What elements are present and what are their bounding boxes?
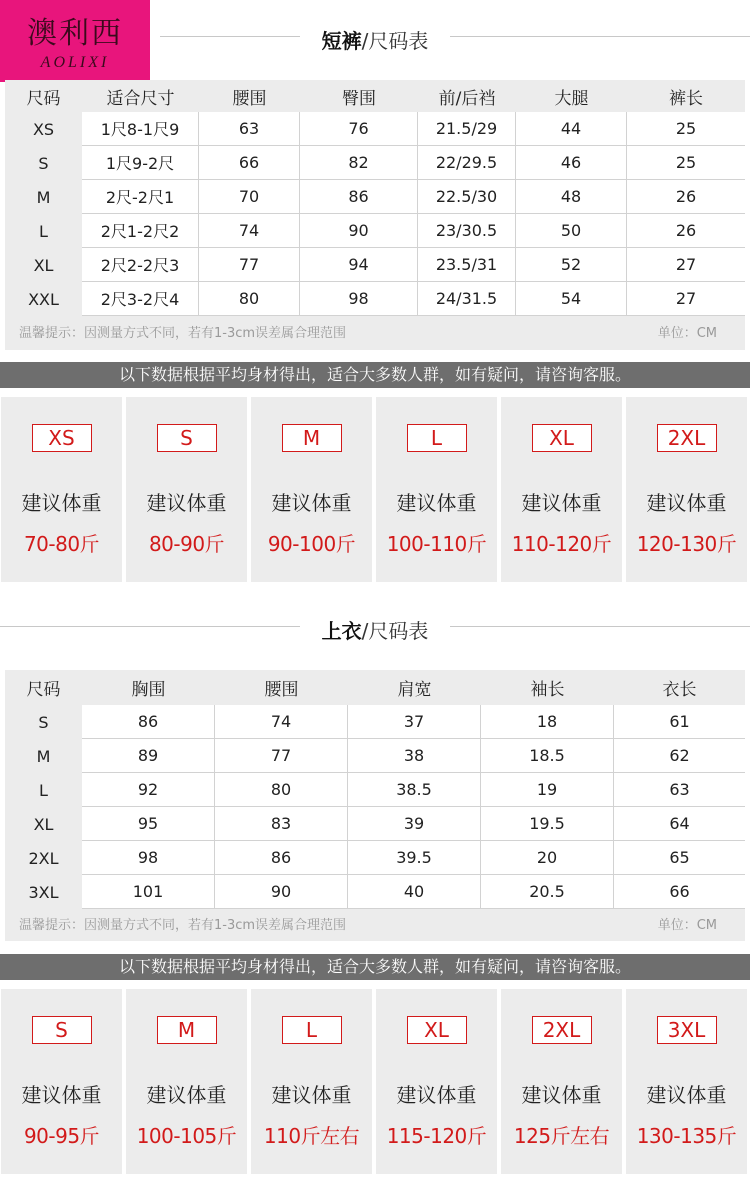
table-cell: 1尺8-1尺9 [82, 112, 199, 146]
size-cell: XL [5, 248, 82, 282]
unit-label: 单位：CM [657, 326, 717, 341]
suggested-weight-label: 建议体重 [521, 491, 602, 515]
suggested-weight-value: 70-80斤 [23, 532, 100, 556]
column-header: 肩宽 [348, 670, 481, 705]
shorts-weight-cards [0, 397, 750, 582]
tops-title-row [0, 612, 750, 642]
table-cell: 2尺-2尺1 [82, 180, 199, 214]
divider-line [160, 36, 300, 37]
shorts-size-table-panel [5, 80, 745, 350]
column-header: 适合尺寸 [82, 80, 199, 112]
table-cell: 48 [516, 180, 627, 214]
table-cell: 80 [215, 773, 348, 807]
table-cell: 89 [82, 739, 215, 773]
suggested-weight-value: 100-110斤 [386, 532, 487, 556]
tops-size-table-panel [5, 670, 745, 941]
shorts-title-bold: 短裤 [321, 29, 362, 53]
table-cell: 46 [516, 146, 627, 180]
column-header: 衣长 [614, 670, 745, 705]
weight-card [1, 989, 122, 1174]
table-row [5, 146, 745, 180]
tops-title [300, 615, 450, 644]
table-cell: 25 [627, 146, 745, 180]
shorts-title [300, 25, 450, 54]
table-cell: 38 [348, 739, 481, 773]
size-cell: L [5, 773, 82, 807]
table-cell: 94 [300, 248, 418, 282]
suggested-weight-value: 125斤左右 [513, 1124, 610, 1148]
size-cell: S [5, 705, 82, 739]
column-header: 大腿 [516, 80, 627, 112]
brand-logo-cn: 澳利西 [27, 16, 123, 51]
table-cell: 66 [614, 875, 745, 909]
tops-weight-cards [0, 989, 750, 1174]
suggested-weight-value: 120-130斤 [636, 532, 737, 556]
table-row [5, 248, 745, 282]
table-row [5, 807, 745, 841]
table-cell: 74 [199, 214, 300, 248]
table-cell: 63 [614, 773, 745, 807]
table-cell: 22/29.5 [418, 146, 516, 180]
size-cell: XS [5, 112, 82, 146]
suggested-weight-label: 建议体重 [396, 491, 477, 515]
table-cell: 95 [82, 807, 215, 841]
table-cell: 27 [627, 248, 745, 282]
size-badge: 2XL [657, 424, 717, 452]
table-cell: 98 [82, 841, 215, 875]
divider-line [0, 626, 300, 627]
table-row [5, 214, 745, 248]
size-badge: L [282, 1016, 342, 1044]
column-header: 胸围 [82, 670, 215, 705]
table-cell: 2尺2-2尺3 [82, 248, 199, 282]
suggested-weight-label: 建议体重 [21, 491, 102, 515]
column-header: 臀围 [300, 80, 418, 112]
suggested-weight-label: 建议体重 [271, 1083, 352, 1107]
suggested-weight-label: 建议体重 [21, 1083, 102, 1107]
table-cell: 2尺3-2尺4 [82, 282, 199, 316]
table-row [5, 773, 745, 807]
column-header: 尺码 [5, 670, 82, 705]
table-cell: 66 [199, 146, 300, 180]
table-cell: 52 [516, 248, 627, 282]
table-cell: 83 [215, 807, 348, 841]
size-badge: 3XL [657, 1016, 717, 1044]
table-row [5, 875, 745, 909]
table-cell: 18 [481, 705, 614, 739]
table-cell: 20.5 [481, 875, 614, 909]
table-cell: 23.5/31 [418, 248, 516, 282]
table-cell: 62 [614, 739, 745, 773]
table-row [5, 841, 745, 875]
shorts-size-table [5, 80, 745, 316]
table-cell: 90 [300, 214, 418, 248]
table-cell: 19.5 [481, 807, 614, 841]
size-badge: L [407, 424, 467, 452]
table-cell: 20 [481, 841, 614, 875]
divider-line [450, 36, 750, 37]
weight-card [251, 397, 372, 582]
size-badge: XL [407, 1016, 467, 1044]
tops-title-bold: 上衣 [321, 619, 362, 643]
table-cell: 39 [348, 807, 481, 841]
weight-card [126, 989, 247, 1174]
column-header: 前/后裆 [418, 80, 516, 112]
brand-logo-en: AOLIXI [40, 54, 110, 71]
table-cell: 101 [82, 875, 215, 909]
size-badge: 2XL [532, 1016, 592, 1044]
suggested-weight-label: 建议体重 [146, 491, 227, 515]
size-cell: 2XL [5, 841, 82, 875]
weight-card [126, 397, 247, 582]
table-row [5, 112, 745, 146]
column-header: 腰围 [215, 670, 348, 705]
suggested-weight-value: 100-105斤 [136, 1124, 237, 1148]
table-row [5, 705, 745, 739]
table-cell: 98 [300, 282, 418, 316]
suggested-weight-value: 80-90斤 [148, 532, 225, 556]
weight-card [1, 397, 122, 582]
table-row [5, 282, 745, 316]
suggested-weight-value: 90-95斤 [23, 1124, 100, 1148]
table-cell: 21.5/29 [418, 112, 516, 146]
suggested-weight-value: 110-120斤 [511, 532, 612, 556]
suggested-weight-value: 115-120斤 [386, 1124, 487, 1148]
table-cell: 26 [627, 180, 745, 214]
weight-card [376, 989, 497, 1174]
divider-line [450, 626, 750, 627]
unit-label: 单位：CM [657, 918, 717, 933]
suggested-weight-label: 建议体重 [396, 1083, 477, 1107]
suggested-weight-label: 建议体重 [271, 491, 352, 515]
column-header: 腰围 [199, 80, 300, 112]
suggested-weight-value: 110斤左右 [263, 1124, 360, 1148]
size-badge: S [32, 1016, 92, 1044]
size-badge: XL [532, 424, 592, 452]
table-cell: 63 [199, 112, 300, 146]
table-cell: 92 [82, 773, 215, 807]
table-cell: 54 [516, 282, 627, 316]
size-cell: M [5, 180, 82, 214]
tops-size-table [5, 670, 745, 909]
shorts-title-row [0, 22, 750, 52]
table-cell: 37 [348, 705, 481, 739]
table-cell: 25 [627, 112, 745, 146]
table-cell: 1尺9-2尺 [82, 146, 199, 180]
table-cell: 22.5/30 [418, 180, 516, 214]
table-cell: 18.5 [481, 739, 614, 773]
suggested-weight-label: 建议体重 [521, 1083, 602, 1107]
weight-card [501, 989, 622, 1174]
table-cell: 74 [215, 705, 348, 739]
size-cell: M [5, 739, 82, 773]
size-badge: M [157, 1016, 217, 1044]
size-badge: S [157, 424, 217, 452]
table-cell: 80 [199, 282, 300, 316]
measurement-tip: 温馨提示：因测量方式不同，若有1-3cm误差属合理范围 [19, 918, 347, 933]
table-cell: 77 [215, 739, 348, 773]
size-badge: XS [32, 424, 92, 452]
suggested-weight-label: 建议体重 [646, 491, 727, 515]
table-cell: 39.5 [348, 841, 481, 875]
size-cell: L [5, 214, 82, 248]
suggested-weight-label: 建议体重 [646, 1083, 727, 1107]
suggested-weight-value: 90-100斤 [267, 532, 356, 556]
shorts-title-rest: /尺码表 [361, 29, 429, 53]
table-cell: 2尺1-2尺2 [82, 214, 199, 248]
table-cell: 61 [614, 705, 745, 739]
table-cell: 86 [215, 841, 348, 875]
table-cell: 77 [199, 248, 300, 282]
table-row [5, 180, 745, 214]
weight-card [376, 397, 497, 582]
table-cell: 24/31.5 [418, 282, 516, 316]
table-cell: 26 [627, 214, 745, 248]
column-header: 尺码 [5, 80, 82, 112]
measurement-tip: 温馨提示：因测量方式不同，若有1-3cm误差属合理范围 [19, 326, 347, 341]
table-cell: 82 [300, 146, 418, 180]
table-row [5, 739, 745, 773]
column-header: 袖长 [481, 670, 614, 705]
weight-card [626, 989, 747, 1174]
table-cell: 50 [516, 214, 627, 248]
table-header-row [5, 670, 745, 705]
suggested-weight-label: 建议体重 [146, 1083, 227, 1107]
size-cell: 3XL [5, 875, 82, 909]
table-cell: 27 [627, 282, 745, 316]
table-cell: 38.5 [348, 773, 481, 807]
size-cell: S [5, 146, 82, 180]
table-cell: 64 [614, 807, 745, 841]
table-cell: 40 [348, 875, 481, 909]
size-cell: XXL [5, 282, 82, 316]
tops-title-rest: /尺码表 [361, 619, 429, 643]
table-cell: 76 [300, 112, 418, 146]
table-cell: 23/30.5 [418, 214, 516, 248]
weight-card [626, 397, 747, 582]
table-cell: 86 [82, 705, 215, 739]
table-cell: 44 [516, 112, 627, 146]
size-badge: M [282, 424, 342, 452]
table-cell: 70 [199, 180, 300, 214]
shorts-notice-banner: 以下数据根据平均身材得出，适合大多数人群，如有疑问，请咨询客服。 [0, 362, 750, 388]
weight-card [251, 989, 372, 1174]
tops-notice-banner: 以下数据根据平均身材得出，适合大多数人群，如有疑问，请咨询客服。 [0, 954, 750, 980]
suggested-weight-value: 130-135斤 [636, 1124, 737, 1148]
table-header-row [5, 80, 745, 112]
size-cell: XL [5, 807, 82, 841]
table-cell: 65 [614, 841, 745, 875]
weight-card [501, 397, 622, 582]
table-cell: 86 [300, 180, 418, 214]
column-header: 裤长 [627, 80, 745, 112]
table-cell: 19 [481, 773, 614, 807]
table-cell: 90 [215, 875, 348, 909]
